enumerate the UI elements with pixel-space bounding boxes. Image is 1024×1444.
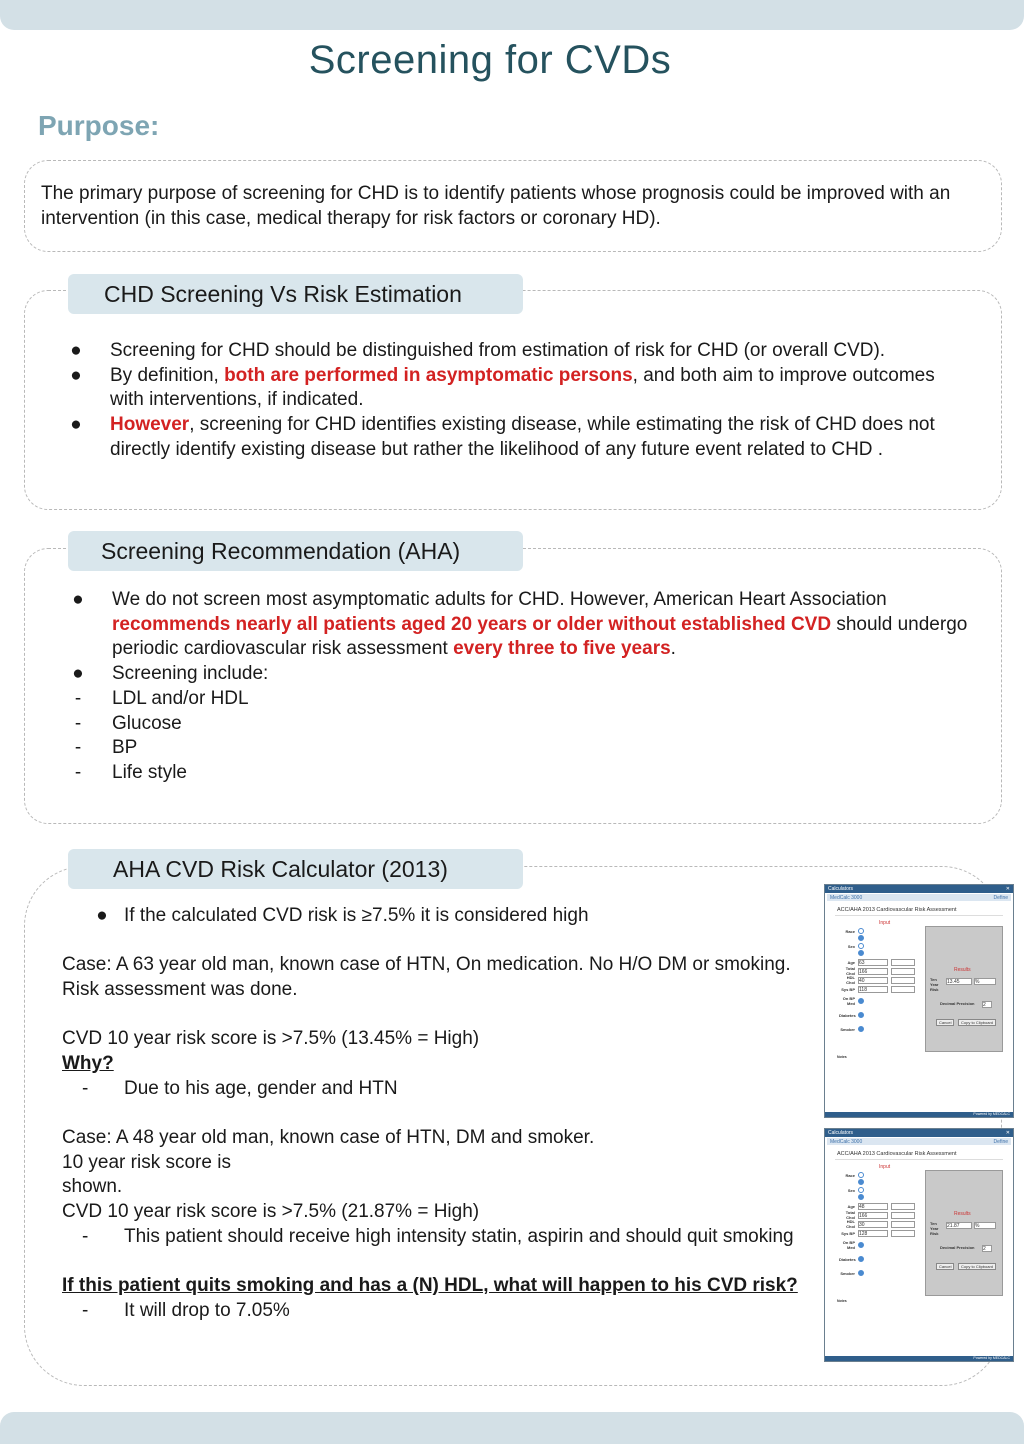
screening-item-bp: BP xyxy=(112,737,138,759)
calc-title: ACC/AHA 2013 Cardiovascular Risk Assessment xyxy=(835,1149,1003,1160)
section-chd-list xyxy=(66,339,966,463)
case-1-text xyxy=(62,953,812,1324)
dash-marker: - xyxy=(74,737,82,759)
calc-define-link: Define xyxy=(993,894,1008,901)
answer-row xyxy=(62,1299,812,1324)
bpmed-row xyxy=(839,998,864,1004)
age-input: 63 xyxy=(858,959,888,966)
bpmed-label: On BP Med xyxy=(842,1240,855,1250)
calc-results-panel xyxy=(925,1170,1003,1296)
bullet-dot: ● xyxy=(72,663,84,685)
tc-input: 166 xyxy=(858,1212,888,1219)
case-2-score: CVD 10 year risk score is >7.5% (21.87% = High) xyxy=(62,1201,480,1222)
aha-bullet-1-pre: We do not screen most asymptomatic adults for CHD. However, American Heart Association xyxy=(112,589,887,610)
sbp-unit xyxy=(891,1230,915,1237)
spacer xyxy=(62,1101,812,1126)
radio-selected-icon xyxy=(858,950,864,956)
calculator-screenshot-1 xyxy=(824,884,1014,1118)
hdl-row xyxy=(839,977,915,983)
tc-label: Total Chol xyxy=(845,1210,855,1220)
aha-bullet-2: Screening include: xyxy=(112,663,269,685)
diabetes-row xyxy=(839,1256,864,1262)
top-band xyxy=(0,0,1024,30)
radio-selected-icon xyxy=(858,1179,864,1185)
chd-bullet-3-post: , screening for CHD identifies existing disease, while estimating the risk of CHD does not directly identify existing disease but rather the likelihood of any future event related to CHD . xyxy=(110,414,935,460)
calc-input-label: Input xyxy=(879,1164,891,1170)
risk-value: 13.45 xyxy=(946,978,972,985)
why-answer-row xyxy=(62,1077,812,1102)
dash-marker: - xyxy=(74,761,82,783)
aha-bullet-1-mid: should undergo periodic cardiovascular risk assessment xyxy=(112,613,968,660)
decimal-value: 2 xyxy=(982,1245,992,1252)
hdl-input: 30 xyxy=(858,1221,888,1228)
case-2-line-2: 10 year risk score is xyxy=(62,1151,231,1173)
tc-label: Total Chol xyxy=(845,966,855,976)
race-row-2 xyxy=(839,935,864,941)
chd-bullet-2-highlight: both are performed in asymptomatic persons xyxy=(224,364,633,386)
tc-row xyxy=(839,968,915,974)
why-heading: Why? xyxy=(62,1052,114,1074)
sex-label: Sex xyxy=(847,1187,855,1193)
smoker-row xyxy=(839,1026,864,1032)
hdl-label: HDL Chol xyxy=(846,1219,855,1229)
spacer xyxy=(62,1249,812,1274)
screening-item-ldl: LDL and/or HDL xyxy=(112,687,249,709)
radio-selected-icon xyxy=(858,935,864,941)
bpmed-row xyxy=(839,1242,864,1248)
age-unit xyxy=(891,1203,915,1210)
hdl-unit xyxy=(891,1221,915,1228)
decimal-label: Decimal Precision xyxy=(940,1001,975,1006)
copy-button: Copy to Clipboard xyxy=(958,1263,996,1270)
calc-notes xyxy=(837,1298,1007,1305)
results-label: Results xyxy=(954,967,971,973)
screening-item-lifestyle: Life style xyxy=(112,761,187,783)
page-title: Screening for CVDs xyxy=(308,38,672,82)
sbp-input: 118 xyxy=(858,986,888,993)
answer-text: It will drop to 7.05% xyxy=(124,1299,290,1321)
sbp-unit xyxy=(891,986,915,993)
calc-subbar xyxy=(827,894,1011,901)
race-label: Race xyxy=(845,1172,855,1178)
list-item xyxy=(68,736,978,761)
results-label: Results xyxy=(954,1211,971,1217)
risk-unit: % xyxy=(974,1222,996,1229)
tc-row xyxy=(839,1212,915,1218)
smoker-label: Smoker xyxy=(840,1026,855,1032)
case-1-score: CVD 10 year risk score is >7.5% (13.45% = High) xyxy=(62,1028,480,1050)
calc-define-link: Define xyxy=(993,1138,1008,1145)
hdl-label: HDL Chol xyxy=(846,975,855,985)
diabetes-label: Diabetes xyxy=(839,1012,856,1018)
case-2-line-3: shown. xyxy=(62,1176,123,1198)
smoker-label: Smoker xyxy=(840,1270,855,1276)
chd-bullet-2-post: , and both aim to improve outcomes with interventions, if indicated. xyxy=(110,364,935,411)
dash-marker: - xyxy=(74,712,82,734)
age-input: 48 xyxy=(858,1203,888,1210)
radio-selected-icon xyxy=(858,1242,864,1248)
smoker-row xyxy=(839,1270,864,1276)
radio-selected-icon xyxy=(858,1012,864,1018)
risk-label: Ten Year Risk xyxy=(930,1221,939,1236)
dash-marker: - xyxy=(82,1299,89,1321)
diabetes-row xyxy=(839,1012,864,1018)
calc-source: MedCalc 3000 xyxy=(830,894,863,901)
list-item xyxy=(68,588,978,662)
decimal-label: Decimal Precision xyxy=(940,1245,975,1250)
calc-threshold-text: If the calculated CVD risk is ≥7.5% it is considered high xyxy=(124,905,589,926)
list-item xyxy=(68,761,978,786)
notes-label: Notes xyxy=(837,1299,847,1303)
dash-marker: - xyxy=(82,1225,89,1247)
hdl-input: 40 xyxy=(858,977,888,984)
calc-subbar xyxy=(827,1138,1011,1145)
cancel-button: Cancel xyxy=(936,1019,954,1026)
dash-marker: - xyxy=(74,687,82,709)
section-aha-heading: Screening Recommendation (AHA) xyxy=(68,531,523,571)
age-label: Age xyxy=(847,959,855,965)
calc-app-name: Calculators xyxy=(828,886,854,892)
race-label: Race xyxy=(845,928,855,934)
tc-unit xyxy=(891,1212,915,1219)
bullet-dot: ● xyxy=(96,905,108,926)
list-item xyxy=(66,413,966,462)
radio-selected-icon xyxy=(858,1026,864,1032)
why-answer: Due to his age, gender and HTN xyxy=(124,1077,398,1099)
calc-footer: Powered by MEDCALC xyxy=(825,1112,1013,1117)
cancel-button: Cancel xyxy=(936,1263,954,1270)
tc-unit xyxy=(891,968,915,975)
calc-footer: Powered by MEDCALC xyxy=(825,1356,1013,1361)
sex-row-2 xyxy=(839,1194,864,1200)
chd-bullet-3-highlight: However xyxy=(110,414,190,436)
purpose-text: The primary purpose of screening for CHD is to identify patients whose prognosis could be improved with an intervention (in this case, medical therapy for risk factors or coronary HD). xyxy=(41,183,951,229)
sbp-row xyxy=(839,986,915,992)
bullet-dot: ● xyxy=(70,340,82,361)
sbp-label: Sys BP xyxy=(841,986,855,992)
race-row xyxy=(839,1172,864,1178)
aha-bullet-1-end: . xyxy=(670,638,676,660)
close-icon: ✕ xyxy=(1005,1130,1010,1136)
race-row xyxy=(839,928,864,934)
close-icon: ✕ xyxy=(1005,886,1010,892)
list-item xyxy=(68,687,978,712)
aha-bullet-1-highlight-2: every three to five years xyxy=(453,638,671,660)
calculator-screenshot-2 xyxy=(824,1128,1014,1362)
calc-input-label: Input xyxy=(879,920,891,926)
bottom-band xyxy=(0,1412,1024,1444)
age-row xyxy=(839,959,915,965)
spacer xyxy=(62,1002,812,1027)
age-label: Age xyxy=(847,1203,855,1209)
screening-item-glucose: Glucose xyxy=(112,712,182,734)
bullet-dot: ● xyxy=(72,589,84,610)
section-chd-heading: CHD Screening Vs Risk Estimation xyxy=(68,274,523,314)
notes-label: Notes xyxy=(837,1055,847,1059)
race-row-2 xyxy=(839,1179,864,1185)
question-heading: If this patient quits smoking and has a (N) HDL, what will happen to his CVD risk? xyxy=(62,1275,798,1297)
aha-bullet-1-highlight: recommends nearly all patients aged 20 years or older without established CVD xyxy=(112,613,832,635)
radio-selected-icon xyxy=(858,1270,864,1276)
radio-icon xyxy=(858,1172,864,1178)
decimal-value: 2 xyxy=(982,1001,992,1008)
calc-title: ACC/AHA 2013 Cardiovascular Risk Assessment xyxy=(835,905,1003,916)
case-1-line-2: Risk assessment was done. xyxy=(62,978,298,1000)
sbp-row xyxy=(839,1230,915,1236)
diabetes-label: Diabetes xyxy=(839,1256,856,1262)
radio-selected-icon xyxy=(858,1256,864,1262)
list-item xyxy=(68,712,978,737)
sbp-input: 128 xyxy=(858,1230,888,1237)
case-1-line-1: Case: A 63 year old man, known case of HTN, On medication. No H/O DM or smoking. xyxy=(62,954,791,975)
section-calc-heading: AHA CVD Risk Calculator (2013) xyxy=(68,849,523,889)
purpose-label: Purpose: xyxy=(38,110,160,141)
radio-selected-icon xyxy=(858,998,864,1004)
radio-icon xyxy=(858,1187,864,1193)
sbp-label: Sys BP xyxy=(841,1230,855,1236)
age-unit xyxy=(891,959,915,966)
section-aha-list xyxy=(68,588,978,786)
case-2-recommendation: This patient should receive high intensity statin, aspirin and should quit smoking xyxy=(124,1225,794,1247)
radio-icon xyxy=(858,943,864,949)
calc-app-name: Calculators xyxy=(828,1130,854,1136)
radio-selected-icon xyxy=(858,1194,864,1200)
sex-label: Sex xyxy=(847,943,855,949)
case-2-line-1: Case: A 48 year old man, known case of HTN, DM and smoker. xyxy=(62,1126,595,1148)
list-item xyxy=(68,662,978,687)
calc-titlebar xyxy=(825,885,1013,893)
risk-unit: % xyxy=(974,978,996,985)
dash-marker: - xyxy=(82,1077,89,1099)
sex-row xyxy=(839,943,864,949)
chd-bullet-2-pre: By definition, xyxy=(110,364,225,386)
sex-row-2 xyxy=(839,950,864,956)
bullet-dot: ● xyxy=(70,364,82,386)
sex-row xyxy=(839,1187,864,1193)
bpmed-label: On BP Med xyxy=(842,996,855,1006)
calc-source: MedCalc 3000 xyxy=(830,1138,863,1145)
list-item xyxy=(66,364,966,413)
risk-value: 21.87 xyxy=(946,1222,972,1229)
calc-notes xyxy=(837,1054,1007,1061)
case-2-rec-row xyxy=(62,1225,812,1250)
radio-icon xyxy=(858,928,864,934)
age-row xyxy=(839,1203,915,1209)
calc-titlebar xyxy=(825,1129,1013,1137)
calc-body xyxy=(833,1164,1005,1334)
hdl-unit xyxy=(891,977,915,984)
bullet-dot: ● xyxy=(70,414,82,436)
hdl-row xyxy=(839,1221,915,1227)
calc-body xyxy=(833,920,1005,1090)
chd-bullet-1: Screening for CHD should be distinguished from estimation of risk for CHD (or overall CVD). xyxy=(110,340,886,361)
tc-input: 166 xyxy=(858,968,888,975)
list-item xyxy=(66,339,966,364)
calc-results-panel xyxy=(925,926,1003,1052)
risk-label: Ten Year Risk xyxy=(930,977,939,992)
calc-bullet xyxy=(80,904,780,929)
copy-button: Copy to Clipboard xyxy=(958,1019,996,1026)
